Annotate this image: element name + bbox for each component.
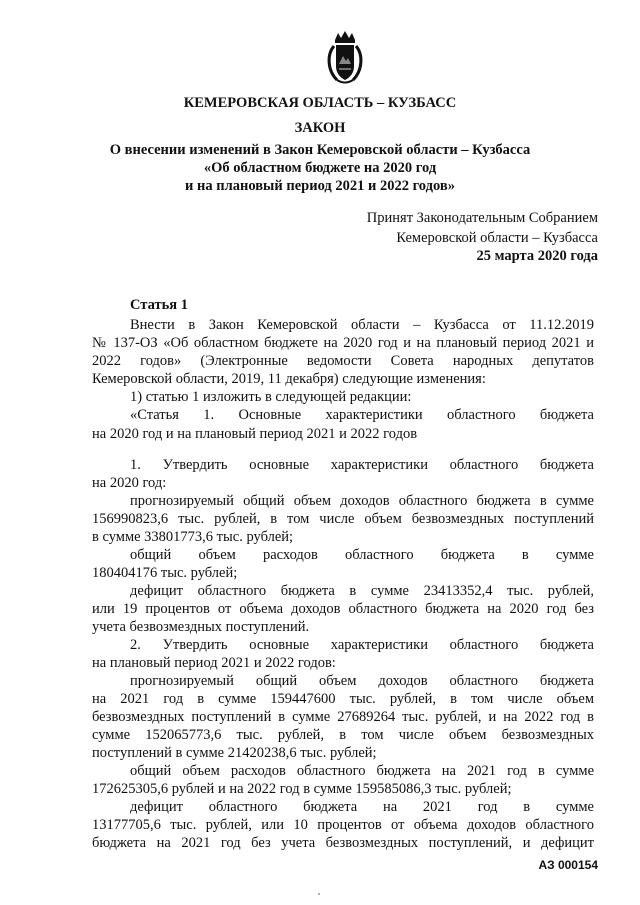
body-line: Кемеровской области, 2019, 11 декабря) следующие изменения:: [92, 371, 486, 387]
form-serial-number: АЗ 000154: [538, 858, 598, 872]
body-line: прогнозируемый общий объем доходов областного бюджета в сумме: [130, 493, 594, 509]
scan-dot: [318, 893, 320, 895]
region-heading: КЕМЕРОВСКАЯ ОБЛАСТЬ – КУЗБАСС: [183, 95, 457, 111]
body-line: учета безвозмездных поступлений.: [92, 619, 310, 635]
document-type: ЗАКОН: [294, 120, 346, 136]
body-line: или 19 процентов от объема доходов областного бюджета на 2020 год без: [92, 601, 594, 617]
body-line: безвозмездных поступлений в сумме 27689264 тыс. рублей, и на 2022 год в: [92, 709, 594, 725]
adoption-date: 25 марта 2020 года: [476, 248, 598, 264]
body-line: бюджета на 2021 год без учета безвозмездных поступлений, и дефицит: [92, 835, 594, 851]
body-line: «Статья 1. Основные характеристики областного бюджета: [130, 407, 594, 423]
body-line: 13177705,6 тыс. рублей, или 10 процентов от объема доходов областного: [92, 817, 594, 833]
body-line: общий объем расходов областного бюджета в сумме: [130, 547, 594, 563]
body-line: на 2020 год и на плановый период 2021 и 2022 годов: [92, 426, 418, 442]
article-heading: Статья 1: [130, 297, 188, 313]
body-line: прогнозируемый общий объем доходов областного бюджета: [130, 673, 594, 689]
adoption-line-1: Принят Законодательным Собранием: [366, 210, 598, 226]
body-line: в сумме 33801773,6 тыс. рублей;: [92, 529, 294, 545]
body-line: Внести в Закон Кемеровской области – Кузбасса от 11.12.2019: [130, 317, 594, 333]
body-line: 172625305,6 рублей и на 2022 год в сумме 159585086,3 тыс. рублей;: [92, 781, 512, 797]
body-line: 2. Утвердить основные характеристики областного бюджета: [130, 637, 594, 653]
body-line: 156990823,6 тыс. рублей, в том числе объем безвозмездных поступлений: [92, 511, 594, 527]
body-line: поступлений в сумме 21420238,6 тыс. рублей;: [92, 745, 377, 761]
body-line: 1. Утвердить основные характеристики областного бюджета: [130, 457, 594, 473]
body-line: 1) статью 1 изложить в следующей редакции:: [130, 389, 412, 405]
law-title-line-3: и на плановый период 2021 и 2022 годов»: [185, 178, 455, 194]
law-title-line-2: «Об областном бюджете на 2020 год: [203, 160, 437, 176]
coat-of-arms-icon: [325, 30, 365, 86]
body-line: № 137-ОЗ «Об областном бюджете на 2020 год и на плановый период 2021 и: [92, 335, 594, 351]
body-line: на 2021 год в сумме 159447600 тыс. рублей, в том числе объем: [92, 691, 594, 707]
body-line: общий объем расходов областного бюджета на 2021 год в сумме: [130, 763, 594, 779]
body-line: на 2020 год:: [92, 475, 167, 491]
body-line: 180404176 тыс. рублей;: [92, 565, 238, 581]
adoption-line-2: Кемеровской области – Кузбасса: [396, 230, 598, 246]
body-line: дефицит областного бюджета на 2021 год в сумме: [130, 799, 594, 815]
body-line: сумме 152065773,6 тыс. рублей, в том числе объем безвозмездных: [92, 727, 594, 743]
law-title-line-1: О внесении изменений в Закон Кемеровской области – Кузбасса: [109, 142, 531, 158]
body-line: на плановый период 2021 и 2022 годов:: [92, 655, 336, 671]
body-line: дефицит областного бюджета в сумме 23413352,4 тыс. рублей,: [130, 583, 594, 599]
body-line: 2022 годов» (Электронные ведомости Совета народных депутатов: [92, 353, 594, 369]
